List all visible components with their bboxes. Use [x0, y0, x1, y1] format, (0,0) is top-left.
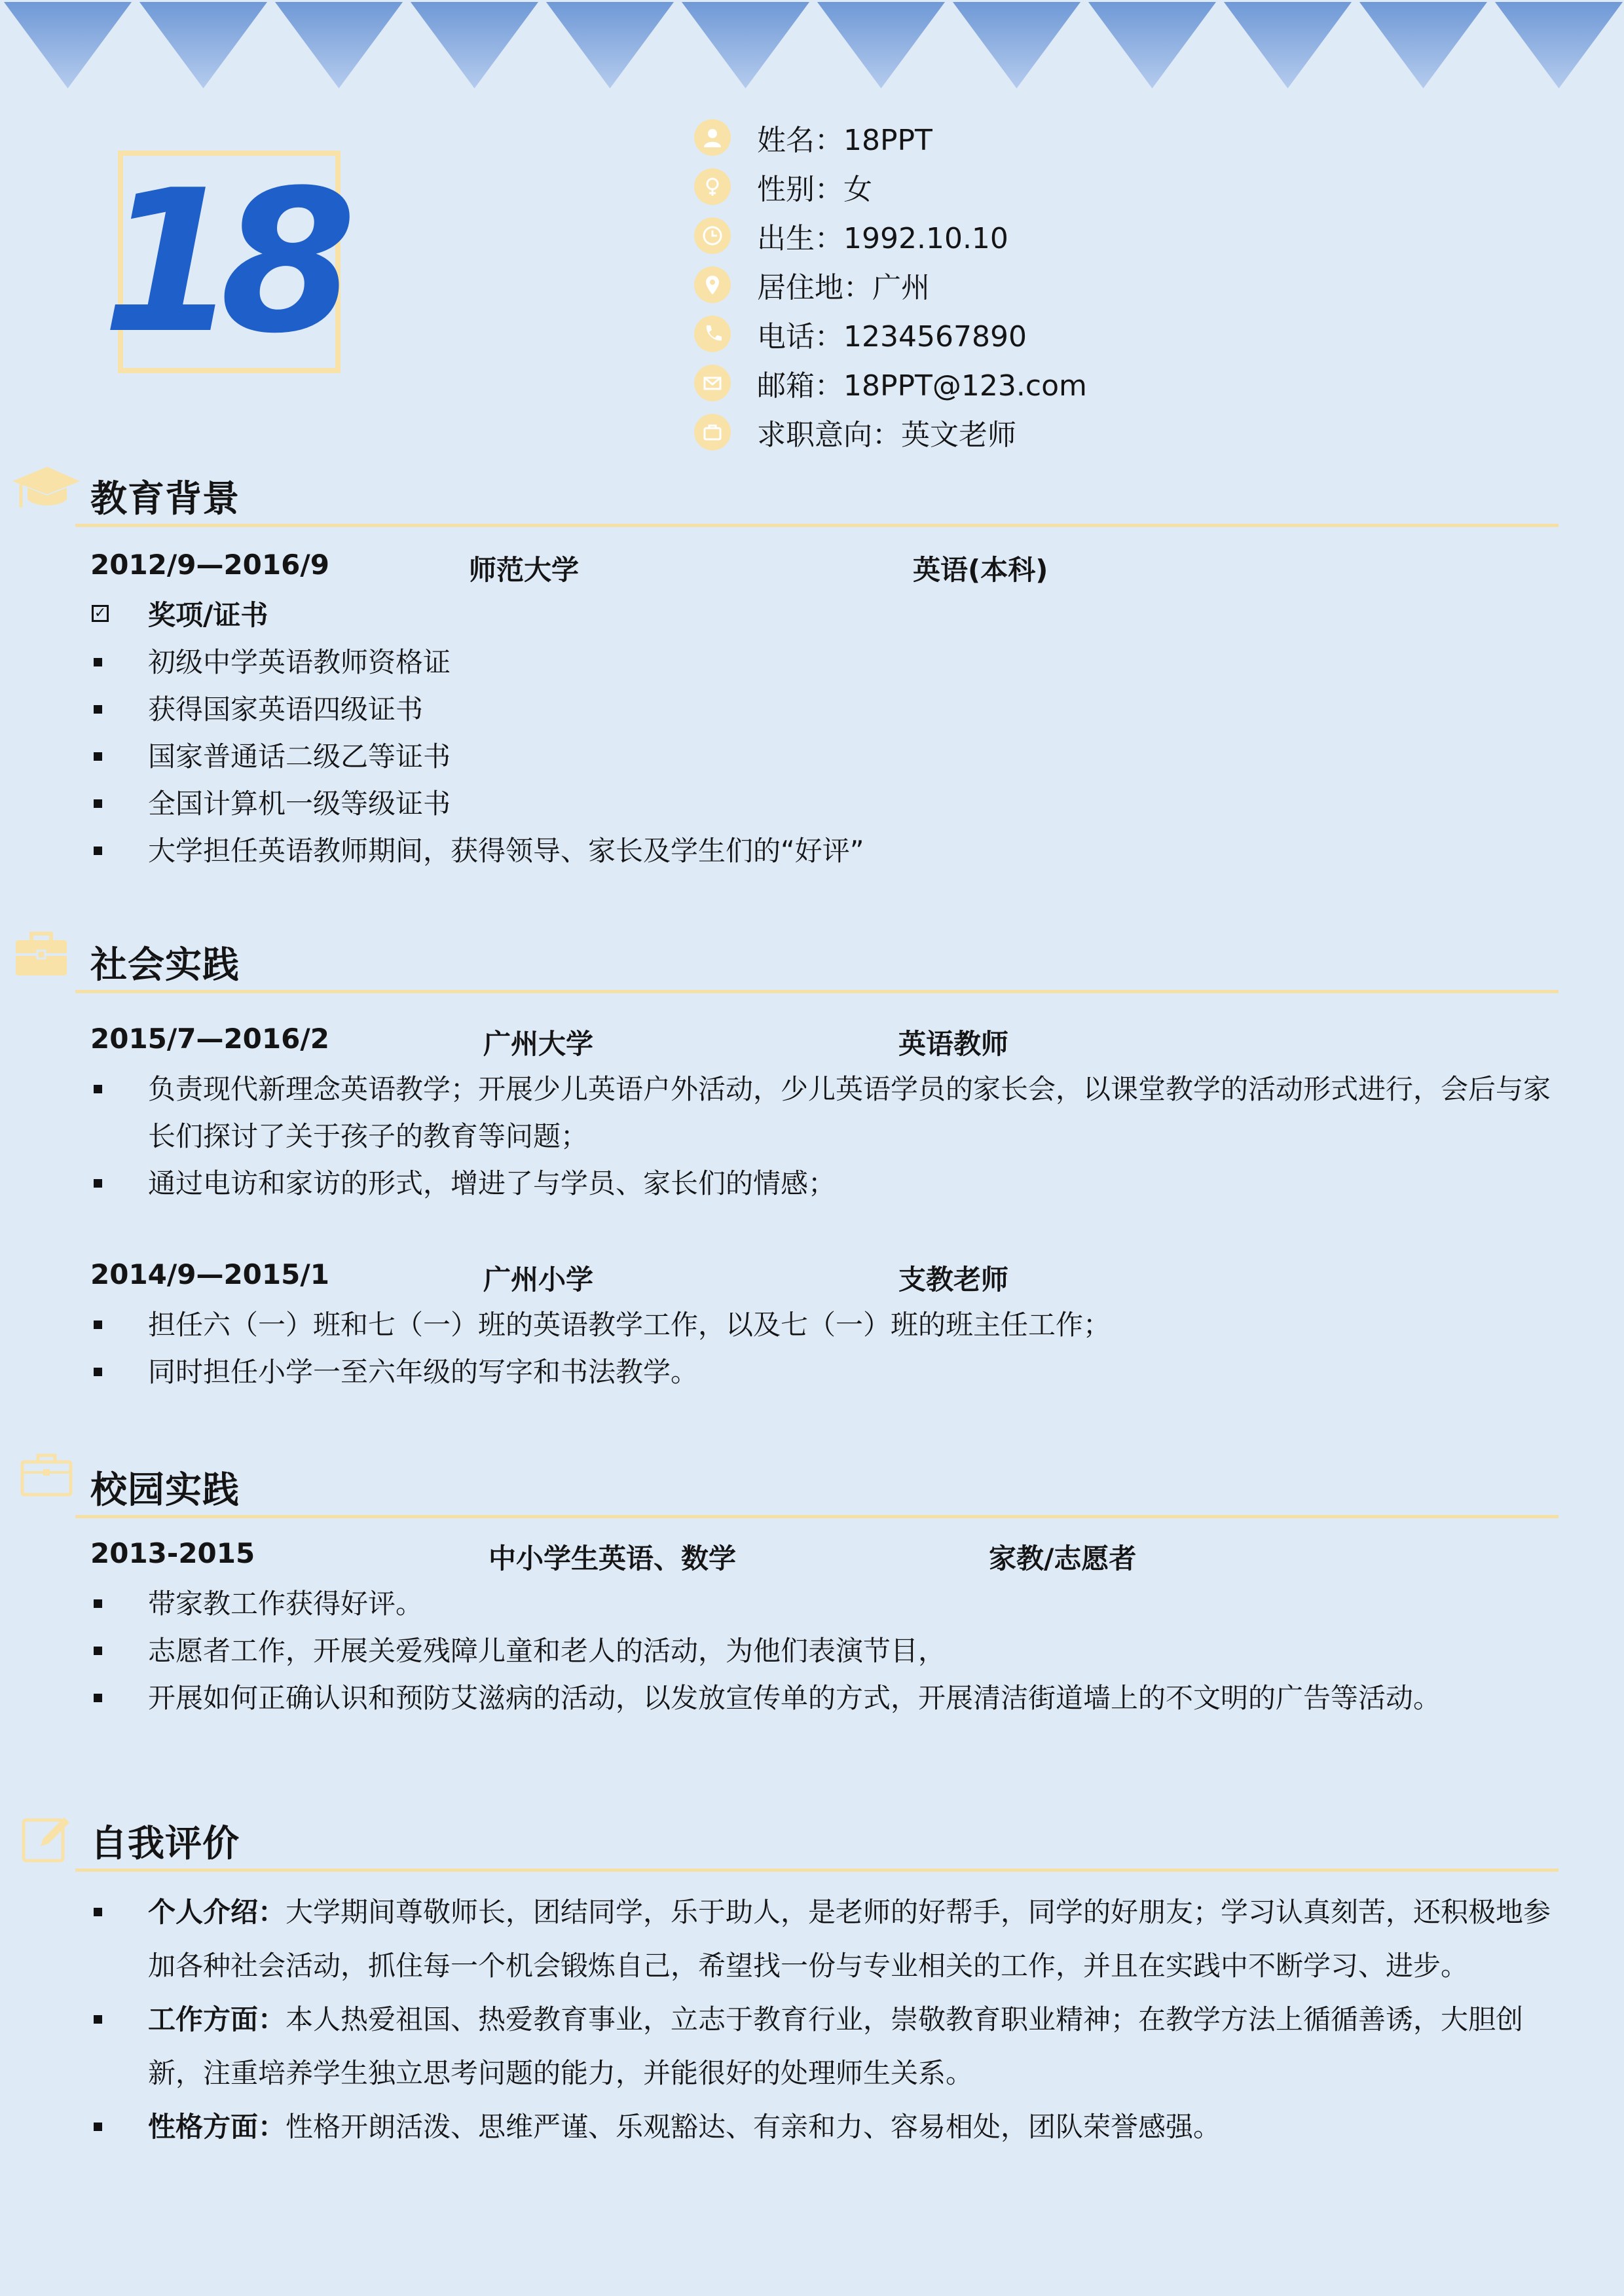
list-item: [90, 1993, 1564, 2100]
section-title-social-practice: 社会实践: [90, 944, 240, 987]
education-school: 师范大学: [469, 554, 580, 586]
phone-icon: [694, 316, 731, 352]
location-pin-icon: [694, 266, 731, 303]
info-residence: [694, 260, 1480, 309]
social-entry-2-row: [90, 1258, 1531, 1298]
list-item: 大学担任英语教师期间，获得领导、家长及学生们的“好评”: [90, 828, 1564, 875]
list-item: 担任六（一）班和七（一）班的英语教学工作，以及七（一）班的班主任工作；: [90, 1302, 1564, 1349]
list-item: 初级中学英语教师资格证: [90, 639, 1564, 686]
social-entry-2-list: [90, 1302, 1564, 1396]
info-phone: [694, 309, 1480, 358]
section-title-self-evaluation: 自我评价: [90, 1823, 240, 1865]
logo-18: 18: [101, 147, 339, 376]
list-item: 全国计算机一级等级证书: [90, 780, 1564, 828]
section-title-campus-practice: 校园实践: [90, 1469, 240, 1512]
education-period: 2012/9—2016/9: [90, 549, 329, 581]
info-objective: [694, 407, 1480, 456]
decorative-triangle: [1084, 0, 1220, 92]
info-birth-text: 出生：1992.10.10: [757, 221, 1008, 255]
social-entry-1-row: [90, 1023, 1531, 1062]
info-name-text: 姓名：18PPT: [757, 123, 932, 157]
social-entry-1-period: 2015/7—2016/2: [90, 1023, 329, 1055]
info-email-text: 邮箱：18PPT@123.com: [757, 369, 1087, 403]
decorative-triangle: [542, 0, 678, 92]
info-gender-text: 性别：女: [757, 172, 872, 206]
decorative-triangle: [1356, 0, 1491, 92]
social-entry-1-list: [90, 1066, 1564, 1207]
awards-heading: ✓ 奖项/证书: [90, 592, 1564, 639]
personal-info-list: [694, 113, 1480, 456]
decorative-triangle: [407, 0, 542, 92]
social-entry-2-role: 支教老师: [898, 1264, 1009, 1296]
mail-icon: [694, 365, 731, 401]
clock-icon: [694, 217, 731, 254]
section-title-education: 教育背景: [90, 478, 240, 520]
list-item: [90, 1886, 1564, 1993]
campus-period: 2013-2015: [90, 1537, 255, 1569]
decorative-triangle: [678, 0, 813, 92]
list-item: [90, 2100, 1564, 2154]
campus-role: 家教/志愿者: [989, 1542, 1137, 1575]
section-divider-social-practice: [75, 990, 1559, 993]
decorative-triangle: [271, 0, 407, 92]
self-evaluation-list: [90, 1886, 1564, 2154]
list-item: 开展如何正确认识和预防艾滋病的活动，以发放宣传单的方式，开展清洁街道墙上的不文明的广告等活动。: [90, 1675, 1564, 1722]
list-item: 获得国家英语四级证书: [90, 686, 1564, 733]
eval-label: 性格方面：: [148, 2111, 286, 2143]
top-triangle-banner: [0, 0, 1624, 98]
decorative-triangle: [949, 0, 1084, 92]
eval-label: 工作方面：: [148, 2003, 286, 2035]
campus-list: [90, 1580, 1564, 1722]
briefcase-outline-icon: [20, 1450, 73, 1497]
eval-text: 性格开朗活泼、思维严谨、乐观豁达、有亲和力、容易相处，团队荣誉感强。: [286, 2111, 1221, 2143]
edit-pencil-icon: [21, 1812, 73, 1865]
list-item: 志愿者工作，开展关爱残障儿童和老人的活动，为他们表演节目，: [90, 1628, 1564, 1675]
eval-label: 个人介绍：: [148, 1896, 286, 1928]
profile-photo-frame: [101, 147, 341, 376]
info-gender: [694, 162, 1480, 211]
campus-org: 中小学生英语、数学: [489, 1542, 737, 1575]
social-entry-2-period: 2014/9—2015/1: [90, 1258, 329, 1290]
checkbox-icon: ✓: [92, 605, 109, 622]
info-objective-text: 求职意向：英文老师: [757, 418, 1016, 452]
info-name: [694, 113, 1480, 162]
eval-text: 大学期间尊敬师长，团结同学，乐于助人，是老师的好帮手，同学的好朋友；学习认真刻苦，还积极地参加各种社会活动，抓住每一个机会锻炼自己，希望找一份与专业相关的工作，并且在实践中不断学习、进步。: [148, 1896, 1551, 1982]
list-item: 带家教工作获得好评。: [90, 1580, 1564, 1628]
briefcase-icon: [694, 414, 731, 450]
list-item: 负责现代新理念英语教学；开展少儿英语户外活动，少儿英语学员的家长会，以课堂教学的活动形式进行，会后与家长们探讨了关于孩子的教育等问题；: [90, 1066, 1564, 1160]
list-item: 通过电访和家访的形式，增进了与学员、家长们的情感；: [90, 1160, 1564, 1207]
social-entry-1-role: 英语教师: [898, 1028, 1009, 1060]
decorative-triangle: [136, 0, 271, 92]
social-entry-1-org: 广州大学: [483, 1028, 594, 1060]
briefcase-icon: [14, 930, 68, 977]
education-major: 英语(本科): [913, 554, 1048, 586]
person-icon: [694, 119, 731, 156]
info-phone-text: 电话：1234567890: [757, 319, 1027, 354]
section-divider-education: [75, 524, 1559, 527]
decorative-triangle: [1491, 0, 1624, 92]
gender-icon: [694, 168, 731, 205]
decorative-triangle: [813, 0, 949, 92]
graduation-cap-icon: [9, 462, 81, 514]
info-email: [694, 358, 1480, 407]
info-residence-text: 居住地：广州: [757, 270, 930, 304]
section-divider-self-evaluation: [75, 1868, 1559, 1872]
list-item: 国家普通话二级乙等证书: [90, 733, 1564, 780]
info-birth: [694, 211, 1480, 260]
decorative-triangle: [1220, 0, 1356, 92]
section-divider-campus-practice: [75, 1515, 1559, 1518]
education-awards-list: [90, 592, 1564, 875]
eval-text: 本人热爱祖国、热爱教育事业，立志于教育行业，崇敬教育职业精神；在教学方法上循循善诱，大胆创新，注重培养学生独立思考问题的能力，并能很好的处理师生关系。: [148, 2003, 1524, 2089]
campus-period-row: [90, 1537, 1531, 1576]
decorative-triangle: [0, 0, 136, 92]
list-item: 同时担任小学一至六年级的写字和书法教学。: [90, 1349, 1564, 1396]
education-period-row: [90, 549, 1531, 588]
social-entry-2-org: 广州小学: [483, 1264, 594, 1296]
